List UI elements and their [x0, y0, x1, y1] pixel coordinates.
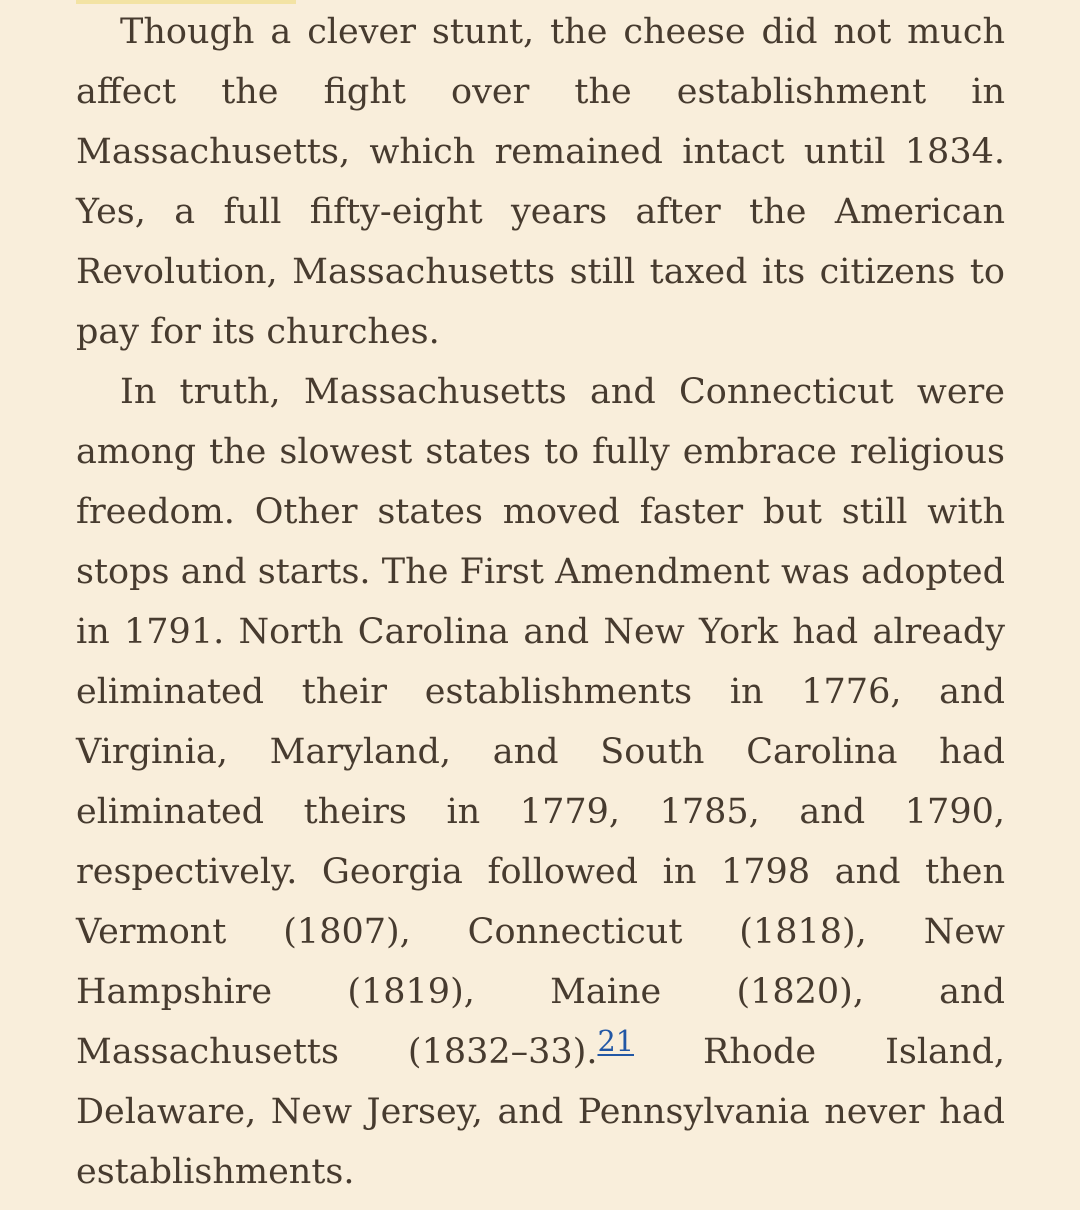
- paragraph-cheese-stunt: [76, 2, 1005, 362]
- ebook-page: [76, 0, 1005, 1202]
- paragraph-religious-freedom: [76, 362, 1005, 1202]
- paragraph-text-before-footnote: In truth, Massachusetts and Connecticut were among the slowest states to fully embrace religious freedom. Other states moved faster but still with stops and starts. The First Amendment was adopted in 1791. North Carolina and New York had already eliminated their establishments in 1776, and Virginia, Maryland, and South Carolina had eliminated theirs in 1779, 1785, and 1790, respectively. Georgia followed in 1798 and then Vermont (1807), Connecticut (1818), New Hampshire (1819), Maine (1820), and Massachusetts (1832–33).: [76, 372, 1005, 1072]
- paragraph-text-after-footnote: Rhode Island, Delaware, New Jersey, and Pennsylvania never had establishments.: [76, 1032, 1005, 1192]
- footnote-link[interactable]: 21: [597, 1023, 634, 1058]
- paragraph-text: Though a clever stunt, the cheese did not much affect the fight over the establishment in Massachusetts, which remained intact until 1834. Yes, a full fifty-eight years after the American Revolution, Massachusetts still taxed its citizens to pay for its churches.: [76, 12, 1005, 352]
